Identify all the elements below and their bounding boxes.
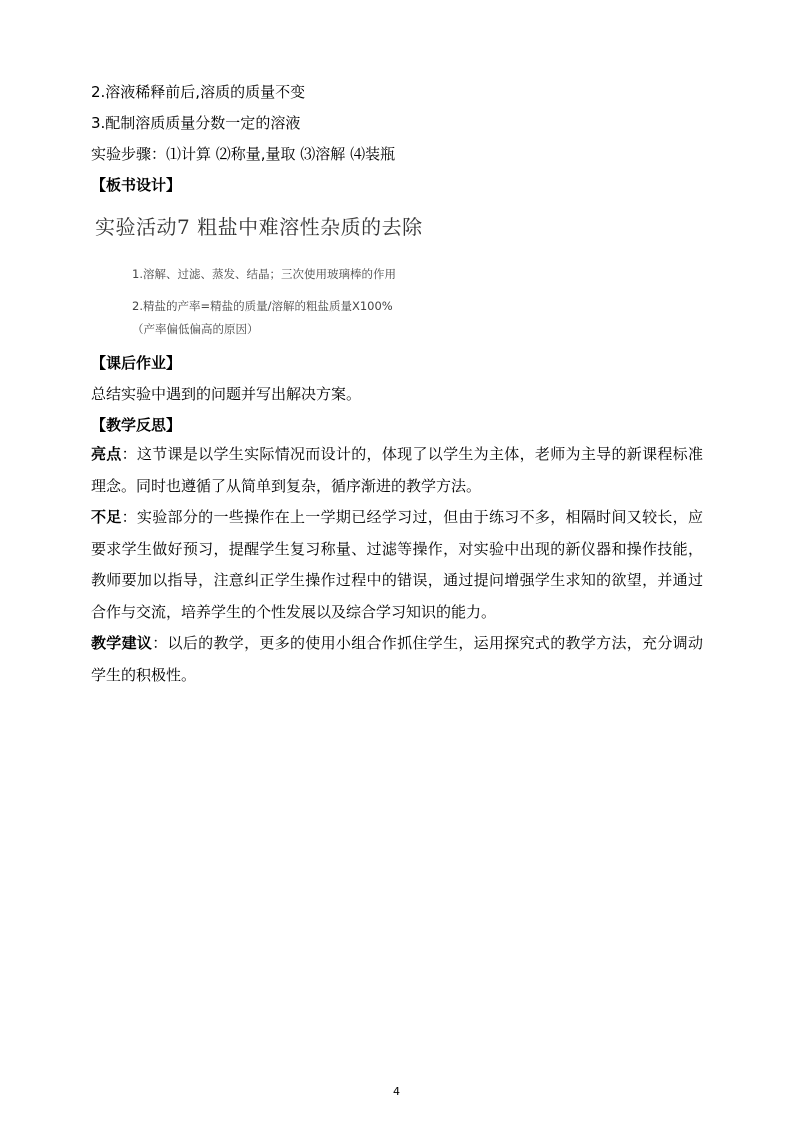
highlight-text: ：这节课是以学生实际情况而设计的，体现了以学生为主体，老师为主导的新课程标准理念。同时也遵循了从简单到复杂，循序渐进的教学方法。 <box>91 445 703 495</box>
homework-heading: 【课后作业】 <box>91 354 182 372</box>
shortcoming-label: 不足 <box>91 508 122 526</box>
highlight-label: 亮点 <box>91 445 122 463</box>
text-line-solution-prep: 3.配制溶质质量分数一定的溶液 <box>91 114 301 132</box>
text-line-dilution: 2.溶液稀释前后,溶质的质量不变 <box>91 83 306 101</box>
page-number: 4 <box>393 1085 400 1098</box>
homework-text: 总结实验中遇到的问题并写出解决方案。 <box>91 385 362 403</box>
board-design-title: 实验活动7 粗盐中难溶性杂质的去除 <box>95 215 423 239</box>
reflection-suggestion-paragraph <box>91 628 703 691</box>
reflection-highlight-paragraph <box>91 439 703 502</box>
shortcoming-text: ：实验部分的一些操作在上一学期已经学习过，但由于练习不多，相隔时间又较长，应要求学生做好预习，提醒学生复习称量、过滤等操作，对实验中出现的新仪器和操作技能，教师要加以指导，注意纠正学生操作过程中的错误，通过提问增强学生求知的欲望，并通过合作与交流，培养学生的个性发展以及综合学习知识的能力。 <box>91 508 703 621</box>
suggestion-text: ：以后的教学，更多的使用小组合作抓住学生，运用探究式的教学方法，充分调动学生的积极性。 <box>91 634 703 684</box>
board-design-line-2: 2.精盐的产率=精盐的质量/溶解的粗盐质量X100% <box>132 299 393 313</box>
reflection-heading: 【教学反思】 <box>91 416 182 434</box>
board-design-line-1: 1.溶解、过滤、蒸发、结晶；三次使用玻璃棒的作用 <box>132 267 396 281</box>
text-line-experiment-steps: 实验步骤：⑴计算 ⑵称量,量取 ⑶溶解 ⑷装瓶 <box>91 145 396 163</box>
board-design-heading: 【板书设计】 <box>91 176 182 194</box>
reflection-shortcoming-paragraph <box>91 502 703 628</box>
suggestion-label: 教学建议 <box>91 634 153 652</box>
board-design-line-3: （产率偏低偏高的原因） <box>132 322 259 336</box>
